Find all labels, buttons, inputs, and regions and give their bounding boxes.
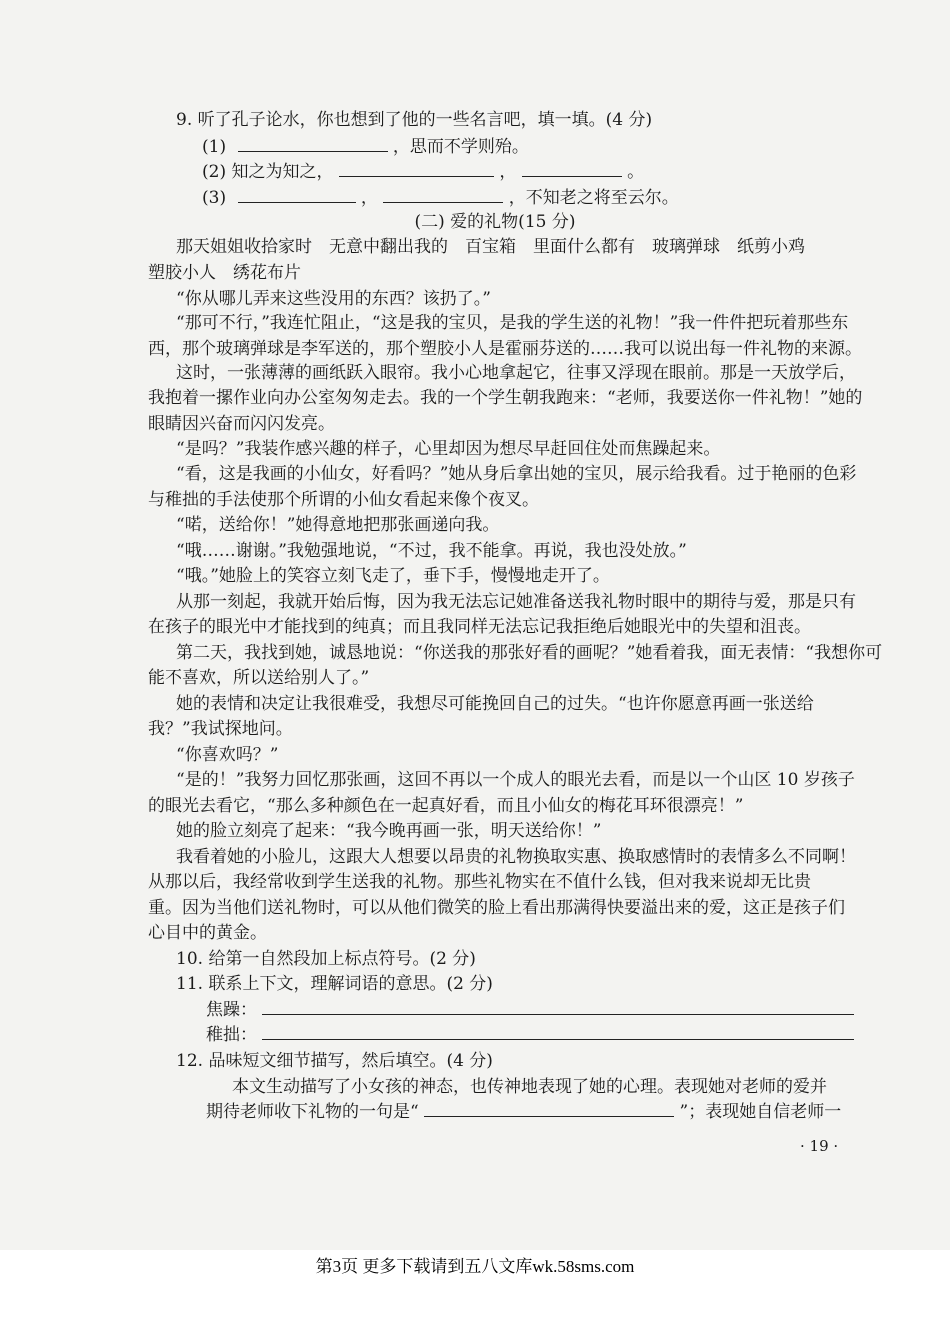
item-text: 知之为知之， [231, 162, 334, 182]
answer-blank[interactable] [339, 160, 494, 177]
passage-line: 的眼光去看它，“那么多种颜色在一起真好看，而且小仙女的梅花耳环很漂亮！” [148, 796, 744, 816]
passage-line: 心目中的黄金。 [148, 923, 267, 943]
item-sep: ， [360, 188, 378, 208]
answer-blank[interactable] [262, 998, 854, 1015]
answer-blank[interactable] [424, 1100, 674, 1117]
item-end: 。 [627, 162, 645, 182]
q10-prompt: 10. 给第一自然段加上标点符号。(2 分) [176, 949, 476, 969]
passage-line: 眼睛因兴奋而闪闪发亮。 [148, 414, 335, 434]
passage-line: 第二天，我找到她，诚恳地说：“你送我的那张好看的画呢？”她看着我，面无表情：“我想你可 [176, 643, 883, 663]
item-number: (2) [202, 162, 227, 182]
passage-line: 我抱着一摞作业向办公室匆匆走去。我的一个学生朝我跑来：“老师，我要送你一件礼物！”她的 [148, 388, 863, 408]
passage-line: 我？”我试探地问。 [148, 719, 293, 739]
passage-line: “喏，送给你！”她得意地把那张画递向我。 [176, 515, 500, 535]
answer-blank[interactable] [383, 186, 503, 203]
item-number: (1) [202, 137, 227, 157]
passage-line: “哦……谢谢。”我勉强地说，“不过，我不能拿。再说，我也没处放。” [176, 541, 687, 561]
item-sep: ， [499, 162, 517, 182]
passage-line: “你从哪儿弄来这些没用的东西？该扔了。” [176, 289, 491, 309]
passage-line: 从那以后，我经常收到学生送我的礼物。那些礼物实在不值什么钱，但对我来说却无比贵 [148, 872, 811, 892]
passage-line: 塑胶小人 绣花布片 [148, 263, 301, 283]
page-number: · 19 · [800, 1137, 839, 1155]
answer-blank[interactable] [522, 160, 622, 177]
answer-blank[interactable] [238, 186, 356, 203]
q9-prompt: 9. 听了孔子论水，你也想到了他的一些名言吧，填一填。(4 分) [176, 110, 653, 130]
passage-line: “那可不行，”我连忙阻止，“这是我的宝贝，是我的学生送的礼物！”我一件件把玩着那些东 [176, 313, 849, 333]
passage-line: 与稚拙的手法使那个所谓的小仙女看起来像个夜叉。 [148, 490, 539, 510]
q12-text-end: ”；表现她自信老师一 [679, 1102, 842, 1122]
passage-line: 重。因为当他们送礼物时，可以从他们微笑的脸上看出那满得快要溢出来的爱，这正是孩子们 [148, 898, 845, 918]
item-text: ，思而不学则殆。 [392, 137, 529, 157]
word-label: 稚拙： [206, 1025, 257, 1045]
q12-text-start: 期待老师收下礼物的一句是“ [206, 1102, 419, 1122]
passage-line: “是吗？”我装作感兴趣的样子，心里却因为想尽早赶回住处而焦躁起来。 [176, 439, 721, 459]
q12-prompt: 12. 品味短文细节描写，然后填空。(4 分) [176, 1051, 493, 1071]
download-footer: 第3页 更多下载请到五八文库wk.58sms.com [315, 1257, 635, 1276]
answer-blank[interactable] [238, 135, 388, 152]
passage-line: 西，那个玻璃弹球是李军送的，那个塑胶小人是霍丽芬送的……我可以说出每一件礼物的来源。 [148, 339, 862, 359]
passage-line: 我看着她的小脸儿，这跟大人想要以昂贵的礼物换取实惠、换取感情时的表情多么不同啊！ [176, 847, 856, 867]
passage-line: 她的表情和决定让我很难受，我想尽可能挽回自己的过失。“也许你愿意再画一张送给 [176, 694, 814, 714]
passage-line: “哦。”她脸上的笑容立刻飞走了，垂下手，慢慢地走开了。 [176, 566, 610, 586]
section-title: (二) 爱的礼物(15 分) [414, 212, 576, 232]
passage-line: 这时，一张薄薄的画纸跃入眼帘。我小心地拿起它，往事又浮现在眼前。那是一天放学后， [176, 363, 856, 383]
q9-item-2 [202, 160, 644, 184]
passage-line: 她的脸立刻亮了起来：“我今晚再画一张，明天送给你！” [176, 821, 602, 841]
passage-line: 能不喜欢，所以送给别人了。” [148, 668, 370, 688]
passage-line: 从那一刻起，我就开始后悔，因为我无法忘记她准备送我礼物时眼中的期待与爱，那是只有 [176, 592, 856, 612]
passage-line: “看，这是我画的小仙女，好看吗？”她从身后拿出她的宝贝，展示给我看。过于艳丽的色彩 [176, 464, 857, 484]
passage-line: “你喜欢吗？” [176, 745, 279, 765]
q11-prompt: 11. 联系上下文，理解词语的意思。(2 分) [176, 974, 493, 994]
q11-word-2 [206, 1023, 854, 1047]
item-number: (3) [202, 188, 227, 208]
q11-word-1 [206, 998, 854, 1022]
word-label: 焦躁： [206, 1000, 257, 1020]
passage-line: “是的！”我努力回忆那张画，这回不再以一个成人的眼光去看，而是以一个山区 10 岁孩子 [176, 770, 855, 790]
passage-line: 那天姐姐收拾家时 无意中翻出我的 百宝箱 里面什么都有 玻璃弹球 纸剪小鸡 [176, 237, 805, 257]
answer-blank[interactable] [262, 1023, 854, 1040]
item-text: ，不知老之将至云尔。 [508, 188, 679, 208]
q9-item-1 [202, 135, 529, 159]
passage-line: 在孩子的眼光中才能找到的纯真；而且我同样无法忘记我拒绝后她眼光中的失望和沮丧。 [148, 617, 811, 637]
q12-text-line: 本文生动描写了小女孩的神态，也传神地表现了她的心理。表现她对老师的爱并 [232, 1077, 827, 1097]
q12-text-line [206, 1100, 841, 1124]
q9-item-3 [202, 186, 679, 210]
